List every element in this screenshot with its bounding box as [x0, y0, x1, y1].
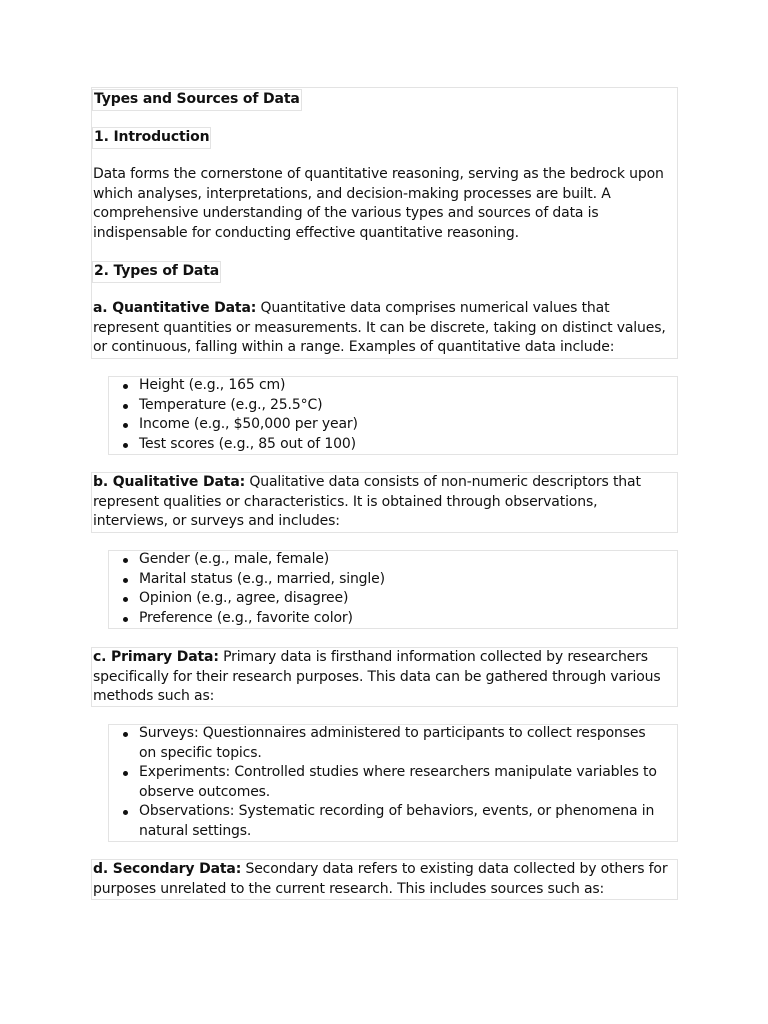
list-item: Gender (e.g., male, female) — [117, 550, 672, 570]
quantitative-list — [117, 376, 672, 454]
quantitative-text: Quantitative data comprises numerical values that represent quantities or measurements. It can be discrete, taking on distinct values, or continuous, falling within a range. Examples of quantitative data include: — [93, 300, 666, 355]
quantitative-paragraph — [93, 299, 675, 358]
secondary-text: Secondary data refers to existing data collected by others for purposes unrelated to the current research. This includes sources such as: — [93, 861, 668, 897]
secondary-term: d. Secondary Data: — [93, 861, 242, 877]
list-item: Observations: Systematic recording of behaviors, events, or phenomena in natural settings. — [117, 802, 665, 841]
list-item: Height (e.g., 165 cm) — [117, 376, 672, 396]
intro-heading-text: 1. Introduction — [94, 129, 210, 145]
list-item: Income (e.g., $50,000 per year) — [117, 415, 672, 435]
list-item: Experiments: Controlled studies where researchers manipulate variables to observe outcomes. — [117, 763, 665, 802]
qualitative-text: Qualitative data consists of non-numeric descriptors that represent qualities or characteristics. It is obtained through observations, interviews, or surveys and includes: — [93, 474, 641, 529]
qualitative-paragraph — [93, 473, 675, 532]
list-item: Surveys: Questionnaires administered to participants to collect responses on specific topics. — [117, 724, 665, 763]
intro-paragraph: Data forms the cornerstone of quantitative reasoning, serving as the bedrock upon which analyses, interpretations, and decision-making processes are built. A comprehensive understanding of the various types and sources of data is indispensable for conducting effective quantitative reasoning. — [93, 166, 664, 241]
types-heading-text: 2. Types of Data — [94, 263, 220, 279]
list-item: Opinion (e.g., agree, disagree) — [117, 589, 672, 609]
secondary-paragraph — [93, 860, 675, 899]
primary-text: Primary data is firsthand information collected by researchers specifically for their research purposes. This data can be gathered through various methods such as: — [93, 649, 661, 704]
primary-paragraph — [93, 648, 675, 707]
list-item: Temperature (e.g., 25.5°C) — [117, 396, 672, 416]
list-item: Preference (e.g., favorite color) — [117, 609, 672, 629]
intro-heading — [93, 127, 211, 149]
document-title-text: Types and Sources of Data — [94, 91, 300, 107]
primary-term: c. Primary Data: — [93, 649, 219, 665]
document-title — [93, 89, 302, 111]
list-item: Marital status (e.g., married, single) — [117, 570, 672, 590]
qualitative-list — [117, 550, 672, 628]
qualitative-term: b. Qualitative Data: — [93, 474, 246, 490]
list-item: Test scores (e.g., 85 out of 100) — [117, 435, 672, 455]
types-heading — [93, 261, 221, 283]
primary-list — [117, 724, 665, 841]
quantitative-term: a. Quantitative Data: — [93, 300, 257, 316]
